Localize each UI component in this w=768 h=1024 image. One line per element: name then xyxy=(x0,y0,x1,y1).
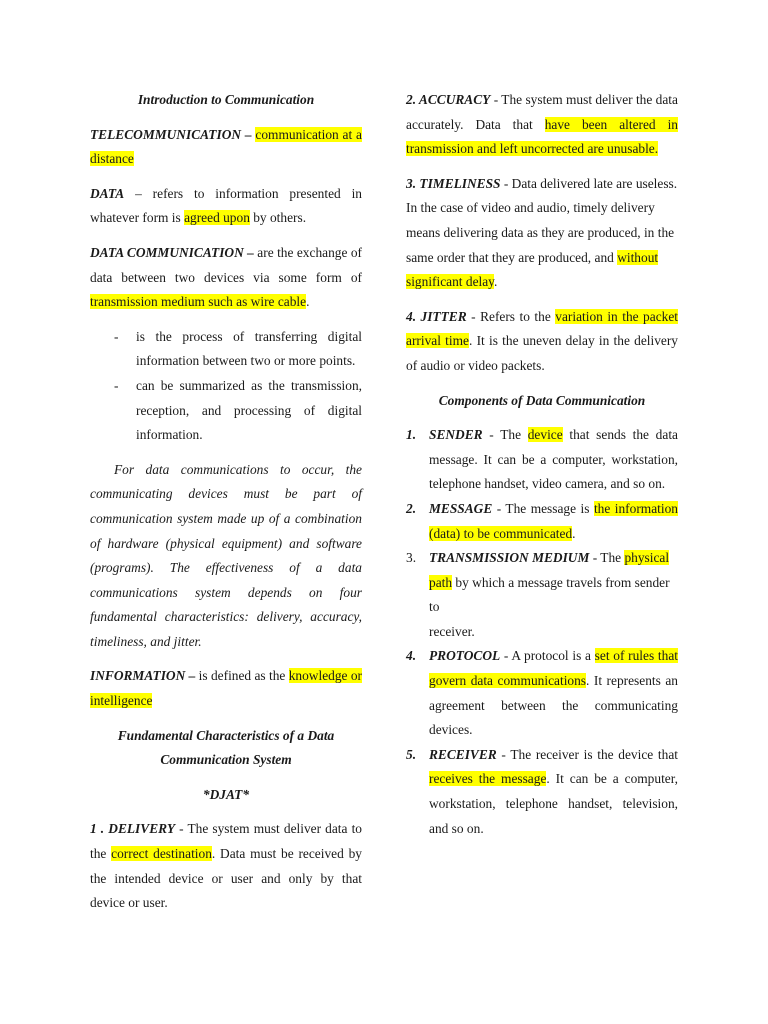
data-highlight: agreed upon xyxy=(184,210,250,226)
bullet-dash: - xyxy=(114,328,119,344)
list-item xyxy=(406,423,678,497)
item-number: 4. xyxy=(406,648,417,664)
component-text-after: that sends the data message. It can be a computer, workstation, telephone handset, video camera, and so on. xyxy=(429,427,678,492)
characteristics-heading: Fundamental Characteristics of a Data Communication System xyxy=(117,727,335,768)
component-highlight: the information (data) to be communicated xyxy=(429,500,678,541)
datacomm-text-after: . xyxy=(306,294,310,310)
component-highlight: receives the message xyxy=(429,771,547,787)
information-highlight: knowledge or intelligence xyxy=(90,668,362,709)
jitter-paragraph xyxy=(406,305,678,379)
telecom-term: TELECOMMUNICATION – xyxy=(90,126,252,142)
component-text-after: . It represents an agreement between the communicating devices. xyxy=(429,673,678,738)
djat-label: *DJAT* xyxy=(202,786,250,802)
delivery-paragraph xyxy=(90,817,362,915)
components-heading: Components of Data Communication xyxy=(438,392,646,408)
component-term: TRANSMISSION MEDIUM xyxy=(429,550,590,566)
datacomm-definition xyxy=(90,241,362,315)
component-highlight: physical path xyxy=(429,550,670,590)
information-definition xyxy=(90,664,362,713)
list-item xyxy=(90,325,362,374)
timeliness-highlight: without significant delay xyxy=(406,249,659,290)
italic-paragraph: For data communications to occur, the communicating devices must be part of communication system made up of a combination of hardware (physical equipment) and software (programs). The effectiveness of a data communications system depends on four fundamental characteristics: delivery, accuracy, timeliness, and jitter. xyxy=(90,461,362,649)
page-title: Introduction to Communication xyxy=(137,92,315,107)
data-term: DATA xyxy=(90,185,125,201)
bullet-dash: - xyxy=(114,377,119,393)
component-term: SENDER xyxy=(429,427,483,443)
bullet-text: is the process of transferring digital information between two or more points. xyxy=(136,328,362,369)
component-term: MESSAGE xyxy=(429,500,493,516)
component-tail: receiver. xyxy=(429,623,475,639)
component-text-after: . It can be a computer, workstation, telephone handset, television, and so on. xyxy=(429,771,679,836)
item-number: 2. xyxy=(406,500,417,516)
list-item xyxy=(406,743,678,841)
jitter-text-before: - Refers to the xyxy=(466,308,556,324)
delivery-text-before: - The system must deliver data to the xyxy=(90,821,363,862)
component-text-before: - A protocol is a xyxy=(500,648,595,664)
component-term: PROTOCOL xyxy=(429,648,501,664)
timeliness-paragraph xyxy=(406,172,678,295)
delivery-text-after: . Data must be received by the intended device or user and only by that device or user. xyxy=(90,846,362,911)
list-item xyxy=(406,644,678,742)
list-item xyxy=(406,497,678,546)
component-highlight: device xyxy=(527,427,563,443)
jitter-highlight: variation in the packet arrival time xyxy=(406,308,678,349)
bullet-text: can be summarized as the transmission, reception, and processing of digital information. xyxy=(136,377,362,443)
right-column xyxy=(406,88,678,841)
item-number: 5. xyxy=(406,746,417,762)
delivery-highlight: correct destination xyxy=(111,846,212,862)
components-list xyxy=(406,423,678,841)
data-definition xyxy=(90,182,362,231)
component-highlight: set of rules that govern data communications xyxy=(429,648,678,689)
component-text-after: . xyxy=(572,525,576,541)
delivery-term: 1 . DELIVERY xyxy=(90,821,176,837)
telecom-definition xyxy=(90,123,362,172)
accuracy-text-before: - The system must deliver the data accurately. Data that xyxy=(406,92,678,132)
jitter-text-after: . It is the uneven delay in the delivery of audio or video packets. xyxy=(406,333,678,373)
timeliness-text-before: - Data delivered late are useless. In the case of video and audio, timely delivery means delivering data as they are produced, in the same order that they are produced, and xyxy=(406,175,678,265)
accuracy-term: 2. ACCURACY xyxy=(406,92,491,107)
component-text-before: - The xyxy=(482,427,528,443)
list-item xyxy=(406,546,678,644)
jitter-term: 4. JITTER xyxy=(406,308,467,324)
timeliness-text-after: . xyxy=(494,274,498,290)
left-column xyxy=(90,88,362,916)
timeliness-term: 3. TIMELINESS xyxy=(406,175,501,191)
datacomm-term: DATA COMMUNICATION – xyxy=(90,244,254,260)
component-text-before: - The receiver is the device that xyxy=(496,746,678,762)
datacomm-text-before: are the exchange of data between two devices via some form of xyxy=(90,244,362,285)
accuracy-highlight: have been altered in transmission and left uncorrected are unusable. xyxy=(406,116,678,157)
information-text-before: is defined as the xyxy=(195,668,289,684)
accuracy-paragraph xyxy=(406,88,678,162)
item-number: 3. xyxy=(406,550,417,566)
datacomm-highlight: transmission medium such as wire cable xyxy=(90,294,307,310)
list-item xyxy=(90,374,362,448)
telecom-highlight: communication at a distance xyxy=(90,126,362,167)
information-term: INFORMATION – xyxy=(90,668,196,684)
data-text-after: by others. xyxy=(249,210,307,226)
component-term: RECEIVER xyxy=(429,746,497,762)
data-text-before: – refers to information presented in whatever form is xyxy=(90,185,362,226)
component-text-after: by which a message travels from sender to xyxy=(429,574,670,615)
item-number: 1. xyxy=(406,427,417,443)
component-text-before: - The xyxy=(589,550,625,566)
component-text-before: - The message is xyxy=(492,500,594,516)
datacomm-bullet-list xyxy=(90,325,362,448)
